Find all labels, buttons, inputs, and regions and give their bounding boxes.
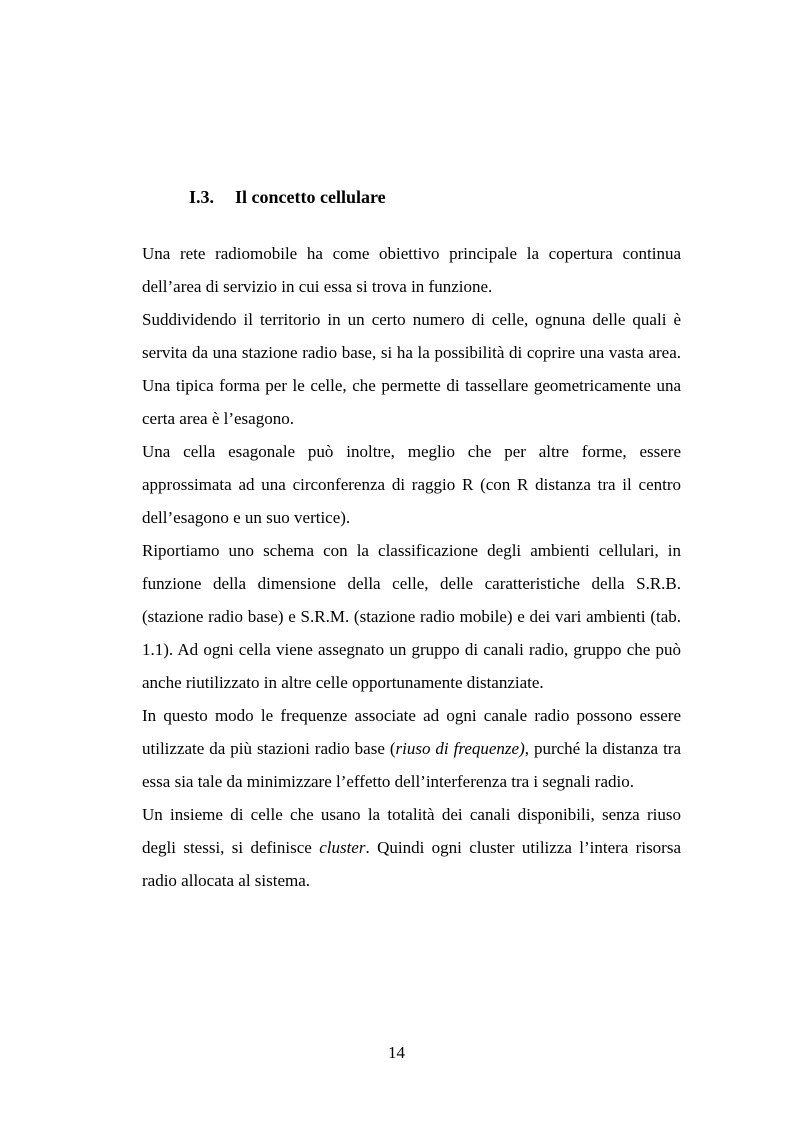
page-number: 14 bbox=[388, 1043, 405, 1062]
term-frequency-reuse: riuso di frequenze) bbox=[395, 739, 525, 758]
paragraph-cells: Suddividendo il territorio in un certo numero di celle, ognuna delle quali è servita da una stazione radio base, si ha la possibilità di coprire una vasta area. Una tipica forma per le celle, che permette di tassellare geometricamente una certa area è l’esagono. bbox=[142, 310, 681, 428]
section-title: Il concetto cellulare bbox=[235, 187, 386, 207]
body-text bbox=[142, 237, 681, 897]
paragraph-cluster-text-2: . Quindi ogni cluster utilizza l’intera risorsa radio allocata al sistema. bbox=[142, 838, 682, 890]
term-cluster: cluster bbox=[319, 838, 366, 857]
paragraph-cluster-text-1: Un insieme di celle che usano la totalità dei canali disponibili, senza riuso degli stessi, si definisce bbox=[142, 805, 681, 857]
paragraph-hexagon: Una cella esagonale può inoltre, meglio che per altre forme, essere approssimata ad una circonferenza di raggio R (con R distanza tra il centro dell’esagono e un suo vertice). bbox=[142, 442, 681, 527]
paragraph-cluster bbox=[142, 798, 681, 897]
paragraph-frequency-reuse bbox=[142, 699, 681, 798]
section-heading bbox=[189, 186, 386, 208]
paragraph-frequency-reuse-text-1: In questo modo le frequenze associate ad ogni canale radio possono essere utilizzate da più stazioni radio base ( bbox=[142, 706, 681, 758]
paragraph-classification: Riportiamo uno schema con la classificazione degli ambienti cellulari, in funzione della dimensione della celle, delle caratteristiche della S.R.B. (stazione radio base) e S.R.M. (stazione radio mobile) e dei vari ambienti (tab. 1.1). Ad ogni cella viene assegnato un gruppo di canali radio, gruppo che può anche riutilizzato in altre celle opportunamente distanziate. bbox=[142, 541, 681, 692]
paragraph-intro: Una rete radiomobile ha come obiettivo principale la copertura continua dell’area di servizio in cui essa si trova in funzione. bbox=[142, 244, 681, 296]
section-number: I.3. bbox=[189, 187, 215, 207]
paragraph-frequency-reuse-text-2: , purché la distanza tra essa sia tale da minimizzare l’effetto dell’interferenza tra i segnali radio. bbox=[142, 739, 681, 791]
